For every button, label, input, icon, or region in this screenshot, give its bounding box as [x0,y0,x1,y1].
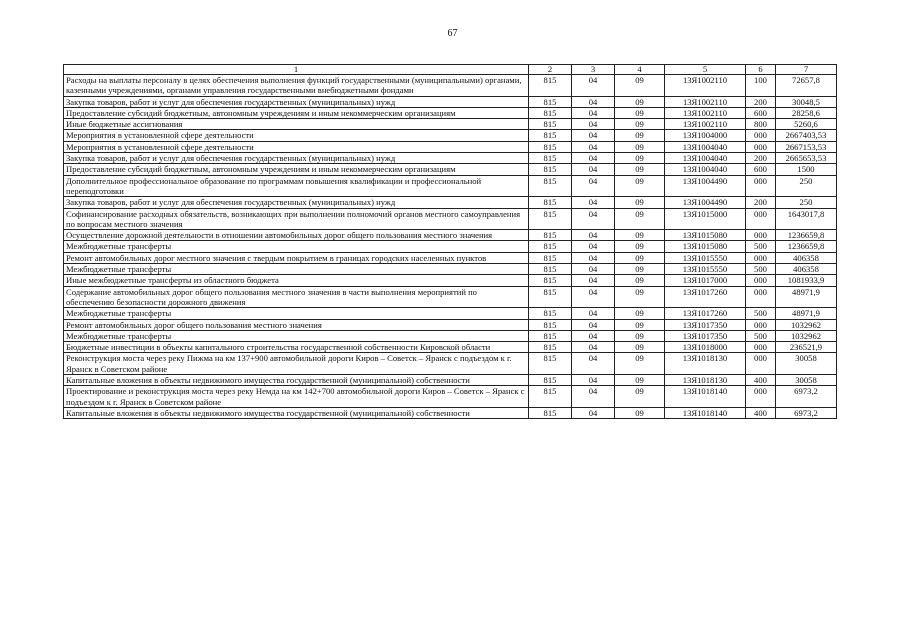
column-header-6: 6 [746,65,776,75]
cell-subsection: 09 [615,264,665,275]
cell-amount: 30058 [776,375,837,386]
cell-section: 04 [572,342,615,353]
cell-section: 04 [572,197,615,208]
row-description: Закупка товаров, работ и услуг для обеспечения государственных (муниципальных) нужд [64,153,529,164]
row-description: Мероприятия в установленной сфере деятельности [64,141,529,152]
cell-amount: 2665653,53 [776,153,837,164]
cell-target-article: 13Я1002110 [665,96,746,107]
table-row [64,264,837,275]
table-row [64,241,837,252]
cell-target-article: 13Я1004000 [665,130,746,141]
row-description: Межбюджетные трансферты [64,330,529,341]
cell-expense-type: 000 [746,342,776,353]
cell-ministry-code: 815 [529,119,572,130]
table-row [64,107,837,118]
cell-subsection: 09 [615,241,665,252]
table-row [64,353,837,375]
table-row [64,164,837,175]
cell-amount: 1081933,9 [776,275,837,286]
column-header-4: 4 [615,65,665,75]
cell-section: 04 [572,141,615,152]
header-row [64,65,837,75]
cell-subsection: 09 [615,375,665,386]
table-row [64,330,837,341]
cell-expense-type: 400 [746,407,776,418]
table-row [64,208,837,230]
table-row [64,141,837,152]
cell-ministry-code: 815 [529,264,572,275]
cell-amount: 250 [776,175,837,197]
cell-expense-type: 000 [746,130,776,141]
cell-expense-type: 000 [746,286,776,308]
row-description: Содержание автомобильных дорог общего пользования местного значения в части выполнения мероприятий по обеспечению безопасности дорожного движения [64,286,529,308]
table-row [64,252,837,263]
table-row [64,119,837,130]
cell-expense-type: 000 [746,230,776,241]
cell-ministry-code: 815 [529,308,572,319]
cell-subsection: 09 [615,252,665,263]
cell-target-article: 13Я1015080 [665,241,746,252]
cell-amount: 406358 [776,264,837,275]
cell-amount: 2667153,53 [776,141,837,152]
cell-section: 04 [572,241,615,252]
cell-section: 04 [572,252,615,263]
table-body [64,75,837,419]
cell-target-article: 13Я1017260 [665,308,746,319]
cell-expense-type: 800 [746,119,776,130]
cell-ministry-code: 815 [529,375,572,386]
cell-ministry-code: 815 [529,275,572,286]
cell-ministry-code: 815 [529,252,572,263]
cell-amount: 406358 [776,252,837,263]
cell-amount: 250 [776,197,837,208]
cell-section: 04 [572,175,615,197]
cell-ministry-code: 815 [529,164,572,175]
row-description: Софинансирование расходных обязательств, возникающих при выполнении полномочий органов местного самоуправления по вопросам местного значения [64,208,529,230]
row-description: Расходы на выплаты персоналу в целях обеспечения выполнения функций государственными (муниципальными) органами, казенными учреждениями, органами управления государственными внебюджетными фондами [64,75,529,97]
cell-target-article: 13Я1018000 [665,342,746,353]
cell-subsection: 09 [615,319,665,330]
cell-expense-type: 500 [746,241,776,252]
cell-ministry-code: 815 [529,286,572,308]
cell-target-article: 13Я1018130 [665,375,746,386]
cell-section: 04 [572,407,615,418]
cell-target-article: 13Я1017350 [665,319,746,330]
cell-section: 04 [572,119,615,130]
column-header-1: 1 [64,65,529,75]
cell-amount: 5260,6 [776,119,837,130]
cell-expense-type: 000 [746,353,776,375]
cell-expense-type: 400 [746,375,776,386]
cell-expense-type: 100 [746,75,776,97]
cell-subsection: 09 [615,96,665,107]
cell-expense-type: 000 [746,275,776,286]
cell-target-article: 13Я1017260 [665,286,746,308]
row-description: Межбюджетные трансферты [64,241,529,252]
cell-subsection: 09 [615,342,665,353]
cell-expense-type: 500 [746,308,776,319]
cell-target-article: 13Я1004040 [665,141,746,152]
cell-subsection: 09 [615,164,665,175]
cell-subsection: 09 [615,141,665,152]
cell-ministry-code: 815 [529,241,572,252]
table-row [64,96,837,107]
cell-amount: 6973,2 [776,407,837,418]
cell-target-article: 13Я1002110 [665,119,746,130]
cell-section: 04 [572,353,615,375]
column-header-2: 2 [529,65,572,75]
table-row [64,130,837,141]
cell-target-article: 13Я1002110 [665,75,746,97]
cell-amount: 48971,9 [776,308,837,319]
cell-expense-type: 000 [746,386,776,408]
cell-subsection: 09 [615,286,665,308]
row-description: Осуществление дорожной деятельности в отношении автомобильных дорог общего пользования местного значения [64,230,529,241]
cell-amount: 2667403,53 [776,130,837,141]
cell-amount: 1643017,8 [776,208,837,230]
table-row [64,319,837,330]
cell-amount: 1032962 [776,319,837,330]
cell-section: 04 [572,107,615,118]
cell-subsection: 09 [615,197,665,208]
cell-target-article: 13Я1017000 [665,275,746,286]
cell-amount: 30048,5 [776,96,837,107]
cell-expense-type: 200 [746,197,776,208]
cell-target-article: 13Я1002110 [665,107,746,118]
cell-amount: 1236659,8 [776,241,837,252]
cell-subsection: 09 [615,275,665,286]
table-row [64,175,837,197]
cell-amount: 1236659,8 [776,230,837,241]
cell-subsection: 09 [615,175,665,197]
table-row [64,75,837,97]
cell-amount: 1032962 [776,330,837,341]
cell-subsection: 09 [615,330,665,341]
cell-ministry-code: 815 [529,330,572,341]
table-row [64,375,837,386]
cell-ministry-code: 815 [529,386,572,408]
row-description: Иные межбюджетные трансферты из областного бюджета [64,275,529,286]
row-description: Дополнительное профессиональное образование по программам повышения квалификации и профессиональной переподготовки [64,175,529,197]
cell-section: 04 [572,208,615,230]
cell-target-article: 13Я1015000 [665,208,746,230]
cell-section: 04 [572,319,615,330]
table-row [64,386,837,408]
cell-section: 04 [572,264,615,275]
cell-ministry-code: 815 [529,230,572,241]
cell-target-article: 13Я1015550 [665,252,746,263]
table-row [64,230,837,241]
table-row [64,342,837,353]
cell-expense-type: 000 [746,175,776,197]
table-row [64,286,837,308]
cell-subsection: 09 [615,119,665,130]
cell-section: 04 [572,164,615,175]
cell-expense-type: 600 [746,164,776,175]
row-description: Предоставление субсидий бюджетным, автономным учреждениям и иным некоммерческим организациям [64,164,529,175]
cell-amount: 30058 [776,353,837,375]
cell-section: 04 [572,286,615,308]
cell-subsection: 09 [615,308,665,319]
cell-ministry-code: 815 [529,407,572,418]
page-number: 67 [447,28,458,39]
cell-section: 04 [572,75,615,97]
cell-target-article: 13Я1004040 [665,164,746,175]
row-description: Мероприятия в установленной сфере деятельности [64,130,529,141]
cell-subsection: 09 [615,107,665,118]
row-description: Закупка товаров, работ и услуг для обеспечения государственных (муниципальных) нужд [64,96,529,107]
row-description: Межбюджетные трансферты [64,264,529,275]
cell-ministry-code: 815 [529,130,572,141]
cell-ministry-code: 815 [529,96,572,107]
cell-expense-type: 500 [746,264,776,275]
column-header-3: 3 [572,65,615,75]
cell-amount: 72657,8 [776,75,837,97]
cell-section: 04 [572,330,615,341]
cell-subsection: 09 [615,353,665,375]
cell-target-article: 13Я1018140 [665,386,746,408]
table-row [64,153,837,164]
table-row [64,275,837,286]
table-row [64,407,837,418]
row-description: Межбюджетные трансферты [64,308,529,319]
cell-subsection: 09 [615,208,665,230]
cell-subsection: 09 [615,386,665,408]
cell-ministry-code: 815 [529,197,572,208]
row-description: Ремонт автомобильных дорог общего пользования местного значения [64,319,529,330]
cell-target-article: 13Я1004040 [665,153,746,164]
row-description: Реконструкция моста через реку Пижма на км 137+900 автомобильной дороги Киров – Советск – Яранск с подъездом к г. Яранск в Советском районе [64,353,529,375]
cell-expense-type: 200 [746,96,776,107]
cell-amount: 48971,9 [776,286,837,308]
cell-section: 04 [572,375,615,386]
cell-ministry-code: 815 [529,319,572,330]
cell-section: 04 [572,275,615,286]
row-description: Ремонт автомобильных дорог местного значения с твердым покрытием в границах городских населенных пунктов [64,252,529,263]
cell-section: 04 [572,308,615,319]
cell-ministry-code: 815 [529,208,572,230]
cell-amount: 1500 [776,164,837,175]
cell-subsection: 09 [615,130,665,141]
cell-section: 04 [572,386,615,408]
cell-expense-type: 000 [746,208,776,230]
cell-ministry-code: 815 [529,107,572,118]
cell-target-article: 13Я1015550 [665,264,746,275]
cell-target-article: 13Я1004490 [665,197,746,208]
cell-ministry-code: 815 [529,141,572,152]
table-row [64,308,837,319]
cell-target-article: 13Я1015080 [665,230,746,241]
row-description: Бюджетные инвестиции в объекты капитального строительства государственной собственности Кировской области [64,342,529,353]
cell-amount: 236521,9 [776,342,837,353]
cell-ministry-code: 815 [529,342,572,353]
cell-subsection: 09 [615,75,665,97]
cell-section: 04 [572,230,615,241]
budget-table [63,64,837,419]
cell-ministry-code: 815 [529,75,572,97]
cell-ministry-code: 815 [529,353,572,375]
cell-expense-type: 000 [746,319,776,330]
cell-amount: 28258,6 [776,107,837,118]
cell-section: 04 [572,153,615,164]
cell-subsection: 09 [615,230,665,241]
cell-subsection: 09 [615,153,665,164]
cell-target-article: 13Я1018130 [665,353,746,375]
cell-expense-type: 000 [746,141,776,152]
cell-ministry-code: 815 [529,153,572,164]
row-description: Иные бюджетные ассигнования [64,119,529,130]
table-row [64,197,837,208]
row-description: Капитальные вложения в объекты недвижимого имущества государственной (муниципальной) собственности [64,375,529,386]
cell-section: 04 [572,130,615,141]
row-description: Предоставление субсидий бюджетным, автономным учреждениям и иным некоммерческим организациям [64,107,529,118]
cell-expense-type: 000 [746,252,776,263]
cell-amount: 6973,2 [776,386,837,408]
row-description: Проектирование и реконструкция моста через реку Немда на км 142+700 автомобильной дороги Киров – Советск – Яранск с подъездом к г. Яранск в Советском районе [64,386,529,408]
row-description: Закупка товаров, работ и услуг для обеспечения государственных (муниципальных) нужд [64,197,529,208]
cell-target-article: 13Я1018140 [665,407,746,418]
cell-target-article: 13Я1004490 [665,175,746,197]
cell-section: 04 [572,96,615,107]
column-header-7: 7 [776,65,837,75]
column-header-5: 5 [665,65,746,75]
cell-ministry-code: 815 [529,175,572,197]
cell-target-article: 13Я1017350 [665,330,746,341]
cell-expense-type: 500 [746,330,776,341]
cell-subsection: 09 [615,407,665,418]
cell-expense-type: 200 [746,153,776,164]
row-description: Капитальные вложения в объекты недвижимого имущества государственной (муниципальной) собственности [64,407,529,418]
cell-expense-type: 600 [746,107,776,118]
